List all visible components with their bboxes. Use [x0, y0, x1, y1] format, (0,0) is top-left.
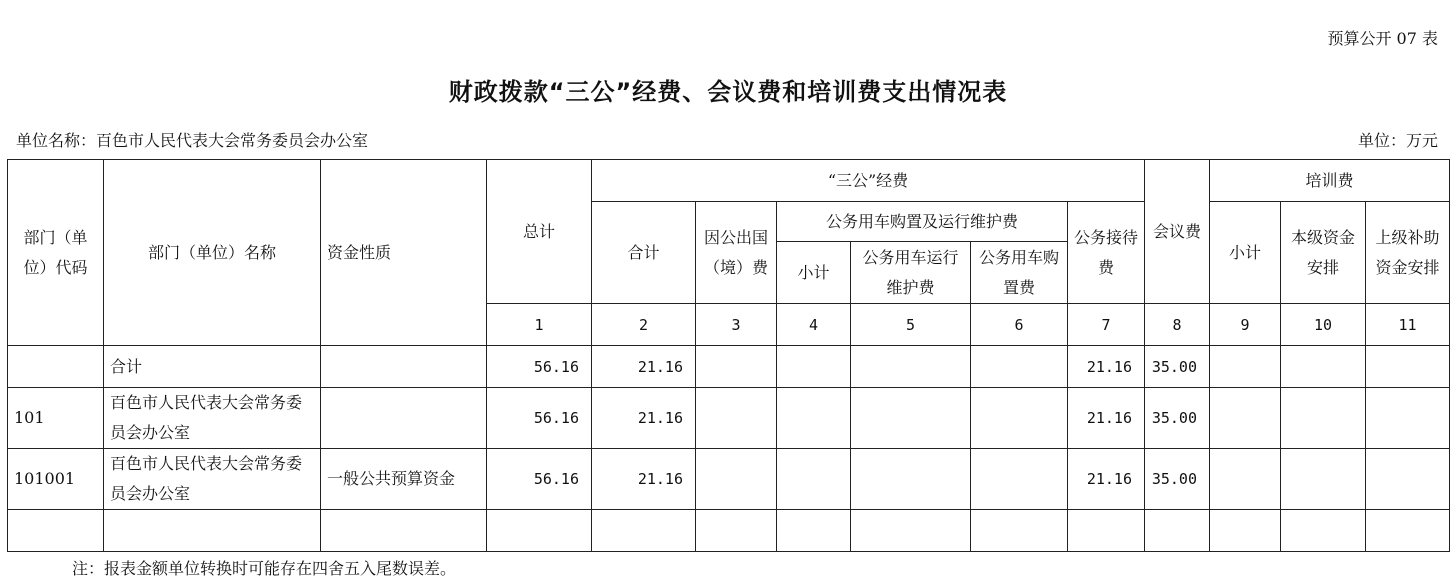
cell-fund	[321, 388, 487, 449]
footnote: 注：报表金额单位转换时可能存在四舍五入尾数误差。	[72, 559, 457, 578]
cell-training-local	[1281, 346, 1366, 388]
header-training-subtotal: 小计	[1210, 202, 1281, 304]
col-number: 7	[1068, 304, 1145, 346]
header-training-local: 本级资金安排	[1281, 202, 1366, 304]
header-total: 总计	[487, 160, 592, 304]
cell-training-superior	[1366, 388, 1450, 449]
col-number: 2	[592, 304, 696, 346]
cell-overseas	[696, 346, 777, 388]
cell-total	[487, 510, 592, 552]
cell-total: 56.16	[487, 346, 592, 388]
header-vehicle-purchase: 公务用车购置费	[971, 242, 1068, 304]
col-number: 8	[1145, 304, 1210, 346]
cell-vehicle-purchase	[971, 510, 1068, 552]
cell-reception: 21.16	[1068, 449, 1145, 510]
header-vehicle-operation: 公务用车运行维护费	[851, 242, 971, 304]
header-fund-type: 资金性质	[321, 160, 487, 346]
cell-meeting: 35.00	[1145, 388, 1210, 449]
cell-training-local	[1281, 449, 1366, 510]
cell-training-subtotal	[1210, 388, 1281, 449]
cell-training-superior	[1366, 346, 1450, 388]
header-vehicle: 公务用车购置及运行维护费	[777, 202, 1068, 242]
header-training: 培训费	[1210, 160, 1450, 202]
cell-vehicle-subtotal	[777, 449, 851, 510]
cell-fund	[321, 346, 487, 388]
cell-vehicle-subtotal	[777, 510, 851, 552]
table-row	[8, 449, 1450, 510]
cell-total: 56.16	[487, 388, 592, 449]
form-number: 预算公开 07 表	[1327, 29, 1438, 48]
cell-meeting: 35.00	[1145, 449, 1210, 510]
table-row	[8, 388, 1450, 449]
cell-name	[104, 510, 321, 552]
header-overseas: 因公出国（境）费	[696, 202, 777, 304]
cell-reception	[1068, 510, 1145, 552]
cell-vehicle-operation	[851, 510, 971, 552]
cell-fund: 一般公共预算资金	[321, 449, 487, 510]
cell-name: 合计	[104, 346, 321, 388]
col-number: 9	[1210, 304, 1281, 346]
cell-training-superior	[1366, 510, 1450, 552]
col-number: 4	[777, 304, 851, 346]
cell-training-subtotal	[1210, 346, 1281, 388]
cell-meeting	[1145, 510, 1210, 552]
cell-meeting: 35.00	[1145, 346, 1210, 388]
cell-sangong-total: 21.16	[592, 449, 696, 510]
cell-name: 百色市人民代表大会常务委员会办公室	[104, 449, 321, 510]
cell-training-subtotal	[1210, 449, 1281, 510]
header-sangong-subtotal: 合计	[592, 202, 696, 304]
header-dept-code: 部门（单位）代码	[8, 160, 104, 346]
cell-reception: 21.16	[1068, 346, 1145, 388]
cell-code: 101001	[8, 449, 104, 510]
cell-code	[8, 510, 104, 552]
table-row	[8, 346, 1450, 388]
cell-vehicle-purchase	[971, 346, 1068, 388]
cell-vehicle-subtotal	[777, 346, 851, 388]
cell-training-local	[1281, 388, 1366, 449]
cell-overseas	[696, 449, 777, 510]
currency-unit-label: 单位：万元	[1357, 131, 1438, 150]
cell-overseas	[696, 510, 777, 552]
cell-training-local	[1281, 510, 1366, 552]
header-sangong: “三公”经费	[592, 160, 1145, 202]
cell-vehicle-operation	[851, 388, 971, 449]
col-number: 1	[487, 304, 592, 346]
cell-sangong-total: 21.16	[592, 388, 696, 449]
table-row	[8, 510, 1450, 552]
cell-sangong-total	[592, 510, 696, 552]
cell-vehicle-purchase	[971, 449, 1068, 510]
cell-total: 56.16	[487, 449, 592, 510]
cell-vehicle-purchase	[971, 388, 1068, 449]
cell-training-subtotal	[1210, 510, 1281, 552]
cell-fund	[321, 510, 487, 552]
expenditure-table	[7, 159, 1450, 552]
cell-vehicle-operation	[851, 449, 971, 510]
header-reception: 公务接待费	[1068, 202, 1145, 304]
col-number: 11	[1366, 304, 1450, 346]
cell-reception: 21.16	[1068, 388, 1145, 449]
cell-vehicle-subtotal	[777, 388, 851, 449]
page-title: 财政拨款“三公”经费、会议费和培训费支出情况表	[448, 78, 1008, 106]
cell-name: 百色市人民代表大会常务委员会办公室	[104, 388, 321, 449]
header-vehicle-subtotal: 小计	[777, 242, 851, 304]
col-number: 3	[696, 304, 777, 346]
cell-code: 101	[8, 388, 104, 449]
header-dept-name: 部门（单位）名称	[104, 160, 321, 346]
cell-code	[8, 346, 104, 388]
cell-sangong-total: 21.16	[592, 346, 696, 388]
col-number: 5	[851, 304, 971, 346]
header-training-superior: 上级补助资金安排	[1366, 202, 1450, 304]
col-number: 6	[971, 304, 1068, 346]
cell-training-superior	[1366, 449, 1450, 510]
unit-name-label: 单位名称：百色市人民代表大会常务委员会办公室	[16, 131, 369, 150]
col-number: 10	[1281, 304, 1366, 346]
cell-overseas	[696, 388, 777, 449]
cell-vehicle-operation	[851, 346, 971, 388]
header-meeting: 会议费	[1145, 160, 1210, 304]
